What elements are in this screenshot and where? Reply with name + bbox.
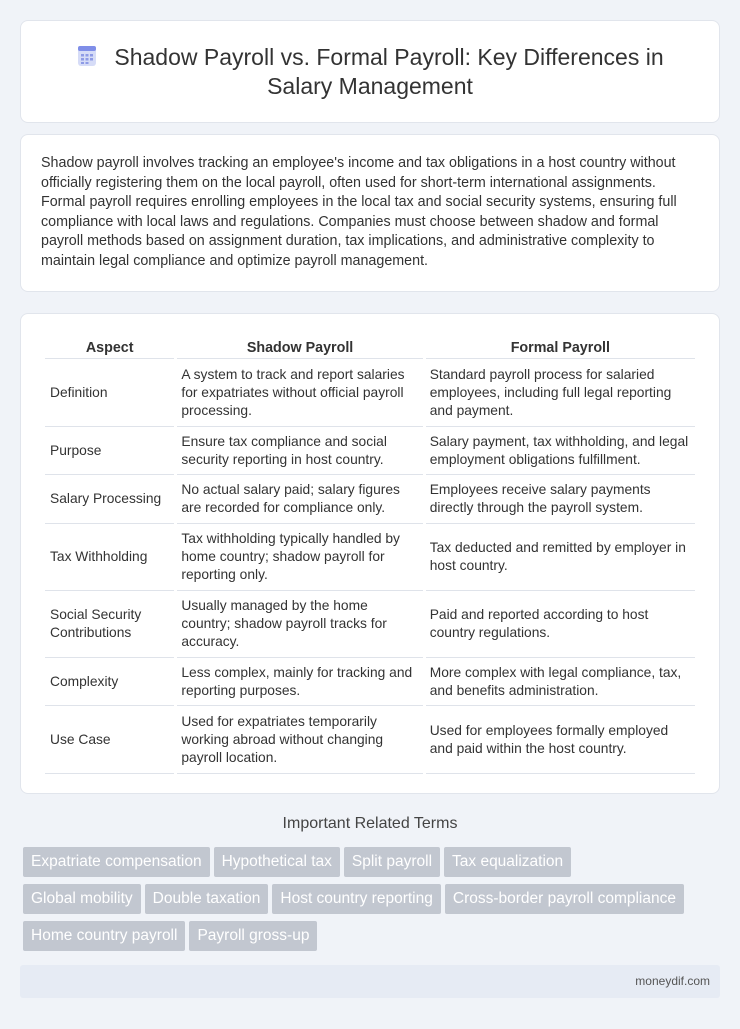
- comparison-table: [42, 332, 698, 774]
- header-aspect: Aspect: [45, 332, 174, 359]
- tag-cross-border-payroll-compliance[interactable]: Cross-border payroll compliance: [445, 884, 684, 914]
- tag-global-mobility[interactable]: Global mobility: [23, 884, 141, 914]
- title-card: [20, 20, 720, 123]
- row-shadow: No actual salary paid; salary figures are recorded for compliance only.: [177, 475, 422, 524]
- header-shadow-payroll: Shadow Payroll: [177, 332, 422, 359]
- related-terms-list: [23, 847, 723, 958]
- footer-site[interactable]: moneydif.com: [635, 974, 710, 988]
- intro-paragraph: Shadow payroll involves tracking an employee's income and tax obligations in a host country without officially registering them on the local payroll, often used for short-term international assignments. Formal payroll requires enrolling employees in the local tax and social security systems, ensuring full compliance with local laws and regulations. Companies must choose between shadow and formal payroll methods based on assignment duration, tax implications, and administrative complexity to maintain legal compliance and optimize payroll management.: [41, 155, 677, 269]
- comparison-card: [20, 313, 720, 794]
- row-formal: Salary payment, tax withholding, and legal employment obligations fulfillment.: [426, 427, 695, 475]
- tag-split-payroll[interactable]: Split payroll: [344, 847, 440, 877]
- row-shadow: Ensure tax compliance and social security reporting in host country.: [177, 427, 422, 475]
- row-shadow: Usually managed by the home country; shadow payroll tracks for accuracy.: [177, 591, 422, 658]
- row-shadow: Less complex, mainly for tracking and reporting purposes.: [177, 658, 422, 706]
- intro-card: [20, 134, 720, 292]
- table-row: [45, 359, 695, 427]
- tag-expatriate-compensation[interactable]: Expatriate compensation: [23, 847, 210, 877]
- header-formal-payroll: Formal Payroll: [426, 332, 695, 359]
- row-aspect: Definition: [45, 359, 174, 427]
- row-aspect: Salary Processing: [45, 475, 174, 524]
- row-formal: Employees receive salary payments directly through the payroll system.: [426, 475, 695, 524]
- row-shadow: Used for expatriates temporarily working abroad without changing payroll location.: [177, 706, 422, 774]
- related-terms-heading: Important Related Terms: [282, 815, 458, 832]
- tag-double-taxation[interactable]: Double taxation: [145, 884, 269, 914]
- row-aspect: Use Case: [45, 706, 174, 774]
- tag-tax-equalization[interactable]: Tax equalization: [444, 847, 571, 877]
- row-formal: Standard payroll process for salaried employees, including full legal reporting and payment.: [426, 359, 695, 427]
- tag-hypothetical-tax[interactable]: Hypothetical tax: [214, 847, 340, 877]
- row-aspect: Purpose: [45, 427, 174, 475]
- row-formal: Paid and reported according to host country regulations.: [426, 591, 695, 658]
- document-grid-icon: [76, 45, 98, 67]
- table-row: [45, 524, 695, 591]
- title-line-1: Shadow Payroll vs. Formal Payroll: Key Differences in: [114, 44, 664, 70]
- table-row: [45, 591, 695, 658]
- row-formal: Used for employees formally employed and paid within the host country.: [426, 706, 695, 774]
- page-title: [21, 43, 719, 101]
- table-row: [45, 706, 695, 774]
- row-shadow: Tax withholding typically handled by home country; shadow payroll for reporting only.: [177, 524, 422, 591]
- row-aspect: Complexity: [45, 658, 174, 706]
- table-row: [45, 427, 695, 475]
- tag-host-country-reporting[interactable]: Host country reporting: [272, 884, 441, 914]
- table-row: [45, 658, 695, 706]
- row-aspect: Tax Withholding: [45, 524, 174, 591]
- row-aspect: Social Security Contributions: [45, 591, 174, 658]
- tag-home-country-payroll[interactable]: Home country payroll: [23, 921, 185, 951]
- footer: [20, 965, 720, 998]
- row-formal: More complex with legal compliance, tax, and benefits administration.: [426, 658, 695, 706]
- row-formal: Tax deducted and remitted by employer in host country.: [426, 524, 695, 591]
- table-row: [45, 475, 695, 524]
- row-shadow: A system to track and report salaries for expatriates without official payroll processing.: [177, 359, 422, 427]
- title-line-2: Salary Management: [267, 73, 473, 99]
- tag-payroll-gross-up[interactable]: Payroll gross-up: [189, 921, 317, 951]
- table-header-row: [45, 332, 695, 359]
